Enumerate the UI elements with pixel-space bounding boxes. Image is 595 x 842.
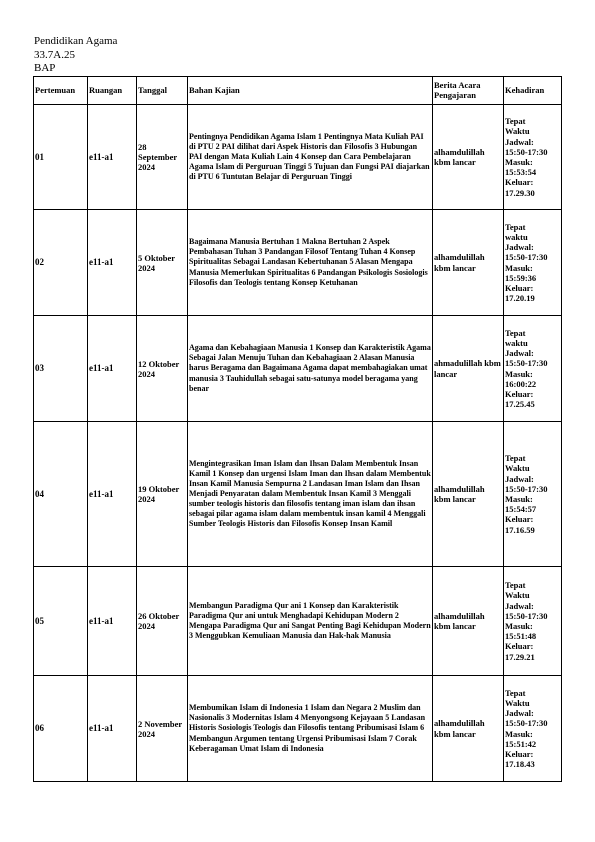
kehadiran-status: Tepat bbox=[505, 687, 526, 698]
cell-ruangan: e11-a1 bbox=[88, 210, 137, 316]
cell-bahan-kajian: Agama dan Kebahagiaan Manusia 1 Konsep dan Karakteristik Agama Sebagai Jalan Menuju Tuhan dan Kebahagiaan 2 Alasan Manusia harus Beragama dan Bagaimana Agama dapat membahagiakan umat manusia 3 Tauhidullah sebagai satu-satunya model beragama yang benar bbox=[188, 316, 433, 422]
column-header-pertemuan: Pertemuan bbox=[34, 77, 88, 105]
cell-tanggal: 5 Oktober 2024 bbox=[137, 210, 188, 316]
kehadiran-in-time: 15:53:54 bbox=[505, 167, 537, 178]
cell-kehadiran bbox=[504, 567, 562, 676]
class-code: 33.7A.25 bbox=[34, 48, 75, 61]
kehadiran-status: Tepat bbox=[505, 116, 526, 127]
kehadiran-status: waktu bbox=[505, 337, 528, 348]
cell-ruangan: e11-a1 bbox=[88, 105, 137, 210]
course-name: Pendidikan Agama bbox=[34, 35, 118, 47]
cell-tanggal: 2 November 2024 bbox=[137, 676, 188, 782]
cell-ruangan: e11-a1 bbox=[88, 316, 137, 422]
kehadiran-label: Jadwal: bbox=[505, 600, 534, 611]
kehadiran-in-time: 15:59:36 bbox=[505, 272, 537, 283]
kehadiran-schedule: 15:50-17:30 bbox=[505, 483, 548, 494]
kehadiran-status: Tepat bbox=[505, 580, 526, 591]
kehadiran-label: Masuk: bbox=[505, 728, 533, 739]
cell-pertemuan: 05 bbox=[34, 567, 88, 676]
table-row bbox=[34, 210, 562, 316]
cell-berita-acara: alhamdulillah kbm lancar bbox=[433, 105, 504, 210]
kehadiran-out-time: 17.29.30 bbox=[505, 187, 535, 198]
kehadiran-status: waktu bbox=[505, 231, 528, 242]
kehadiran-status: Waktu bbox=[505, 463, 530, 474]
bap-table bbox=[33, 76, 562, 782]
kehadiran-in-time: 15:51:42 bbox=[505, 738, 537, 749]
kehadiran-out-time: 17.29.21 bbox=[505, 651, 535, 662]
kehadiran-out-time: 17.18.43 bbox=[505, 759, 535, 770]
column-header-ruangan: Ruangan bbox=[88, 77, 137, 105]
kehadiran-label: Jadwal: bbox=[505, 242, 534, 253]
column-header-berita-acara: Berita Acara Pengajaran bbox=[433, 77, 504, 105]
cell-berita-acara: alhamdulillah kbm lancar bbox=[433, 210, 504, 316]
kehadiran-status: Tepat bbox=[505, 453, 526, 464]
cell-pertemuan: 06 bbox=[34, 676, 88, 782]
kehadiran-label: Keluar: bbox=[505, 282, 534, 293]
kehadiran-schedule: 15:50-17:30 bbox=[505, 146, 548, 157]
cell-kehadiran bbox=[504, 422, 562, 567]
kehadiran-in-time: 15:54:57 bbox=[505, 504, 537, 515]
cell-ruangan: e11-a1 bbox=[88, 676, 137, 782]
kehadiran-schedule: 15:50-17:30 bbox=[505, 718, 548, 729]
cell-pertemuan: 02 bbox=[34, 210, 88, 316]
kehadiran-label: Jadwal: bbox=[505, 136, 534, 147]
table-row bbox=[34, 105, 562, 210]
kehadiran-label: Masuk: bbox=[505, 157, 533, 167]
kehadiran-label: Masuk: bbox=[505, 494, 533, 504]
cell-tanggal: 28 September 2024 bbox=[137, 105, 188, 210]
kehadiran-status: Tepat bbox=[505, 327, 526, 338]
kehadiran-schedule: 15:50-17:30 bbox=[505, 610, 548, 621]
cell-pertemuan: 01 bbox=[34, 105, 88, 210]
kehadiran-label: Keluar: bbox=[505, 514, 534, 525]
kehadiran-out-time: 17.20.19 bbox=[505, 293, 535, 304]
kehadiran-label: Jadwal: bbox=[505, 708, 534, 719]
kehadiran-status: Waktu bbox=[505, 126, 530, 137]
cell-berita-acara: ahmadulillah kbm lancar bbox=[433, 316, 504, 422]
kehadiran-out-time: 17.16.59 bbox=[505, 524, 535, 535]
table-row bbox=[34, 422, 562, 567]
document-header bbox=[34, 35, 117, 76]
cell-pertemuan: 03 bbox=[34, 316, 88, 422]
cell-berita-acara: alhamdulillah kbm lancar bbox=[433, 422, 504, 567]
cell-bahan-kajian: Mengintegrasikan Iman Islam dan Ihsan Dalam Membentuk Insan Kamil 1 Konsep dan urgensi Islam Iman dan Ihsan dalam Membentuk Insan Kamil Manusia Sempurna 2 Landasan Iman Islam dan Ihsan Menjadi Penyaratan dalam Membentuk Insan Kamil 3 Menggali sumber teologis historis dan filosofis tentang iman islam dan ihsan sebagai pilar agama islam dalam membentuk insan kamil 4 Menggali Sumber Teologis Historis dan Filosofis Konsep Insan Kamil bbox=[188, 422, 433, 567]
document-type: BAP bbox=[34, 62, 56, 74]
table-row bbox=[34, 567, 562, 676]
column-header-bahan-kajian: Bahan Kajian bbox=[188, 77, 433, 105]
cell-berita-acara: alhamdulillah kbm lancar bbox=[433, 567, 504, 676]
kehadiran-label: Jadwal: bbox=[505, 348, 534, 359]
kehadiran-label: Keluar: bbox=[505, 177, 534, 188]
table-row bbox=[34, 676, 562, 782]
cell-kehadiran bbox=[504, 105, 562, 210]
kehadiran-schedule: 15:50-17:30 bbox=[505, 252, 548, 263]
cell-ruangan: e11-a1 bbox=[88, 567, 137, 676]
kehadiran-status: Waktu bbox=[505, 590, 530, 601]
kehadiran-status: Tepat bbox=[505, 221, 526, 232]
cell-berita-acara: alhamdulillah kbm lancar bbox=[433, 676, 504, 782]
kehadiran-label: Jadwal: bbox=[505, 473, 534, 484]
column-header-tanggal: Tanggal bbox=[137, 77, 188, 105]
column-header-kehadiran: Kehadiran bbox=[504, 77, 562, 105]
kehadiran-label: Keluar: bbox=[505, 388, 534, 399]
kehadiran-label: Keluar: bbox=[505, 748, 534, 759]
cell-tanggal: 26 Oktober 2024 bbox=[137, 567, 188, 676]
table-row bbox=[34, 316, 562, 422]
kehadiran-status: Waktu bbox=[505, 697, 530, 708]
cell-kehadiran bbox=[504, 676, 562, 782]
cell-bahan-kajian: Membumikan Islam di Indonesia 1 Islam dan Negara 2 Muslim dan Nasionalis 3 Modernitas Islam 4 Menyongsong Kejayaan 5 Landasan Historis Sosiologis Teologis dan Filosofis tentang Pribumisasi Islam 6 Membangun Argumen tentang Urgensi Pribumisasi Islam 7 Corak Keberagaman Umat Islam di Indonesia bbox=[188, 676, 433, 782]
cell-tanggal: 12 Oktober 2024 bbox=[137, 316, 188, 422]
kehadiran-label: Masuk: bbox=[505, 262, 533, 273]
kehadiran-label: Keluar: bbox=[505, 641, 534, 652]
kehadiran-schedule: 15:50-17:30 bbox=[505, 358, 548, 369]
kehadiran-in-time: 16:00:22 bbox=[505, 378, 537, 389]
cell-kehadiran bbox=[504, 210, 562, 316]
cell-ruangan: e11-a1 bbox=[88, 422, 137, 567]
cell-bahan-kajian: Bagaimana Manusia Bertuhan 1 Makna Bertuhan 2 Aspek Pembahasan Tuhan 3 Pandangan Filosof Tentang Tuhan 4 Konsep Spiritualitas Sebagai Landasan Kebertuhanan 5 Alasan Mengapa Manusia Memerlukan Spiritualitas 6 Pandangan Psikologis Sosiologis Filosofis dan Teologis tentang Konsep Ketuhanan bbox=[188, 210, 433, 316]
cell-bahan-kajian: Membangun Paradigma Qur ani 1 Konsep dan Karakteristik Paradigma Qur ani untuk Menghadapi Kehidupan Modern 2 Mengapa Paradigma Qur ani Sangat Penting Bagi Kehidupan Modern 3 Menggubkan Kemuliaan Manusia dan Hak-hak Manusia bbox=[188, 567, 433, 676]
kehadiran-label: Masuk: bbox=[505, 621, 533, 631]
kehadiran-in-time: 15:51:48 bbox=[505, 631, 537, 642]
kehadiran-out-time: 17.25.45 bbox=[505, 399, 535, 410]
kehadiran-label: Masuk: bbox=[505, 368, 533, 379]
table-header-row bbox=[34, 77, 562, 105]
cell-kehadiran bbox=[504, 316, 562, 422]
cell-bahan-kajian: Pentingnya Pendidikan Agama Islam 1 Pentingnya Mata Kuliah PAI di PTU 2 PAI dilihat dari Aspek Historis dan Filosofis 3 Hubungan PAI dengan Mata Kuliah Lain 4 Konsep dan Cara Pembelajaran Agama Islam di Perguruan Tinggi 5 Tujuan dan Fungsi PAI diajarkan di PTU 6 Tuntutan Belajar di Perguruan Tinggi bbox=[188, 105, 433, 210]
cell-tanggal: 19 Oktober 2024 bbox=[137, 422, 188, 567]
cell-pertemuan: 04 bbox=[34, 422, 88, 567]
